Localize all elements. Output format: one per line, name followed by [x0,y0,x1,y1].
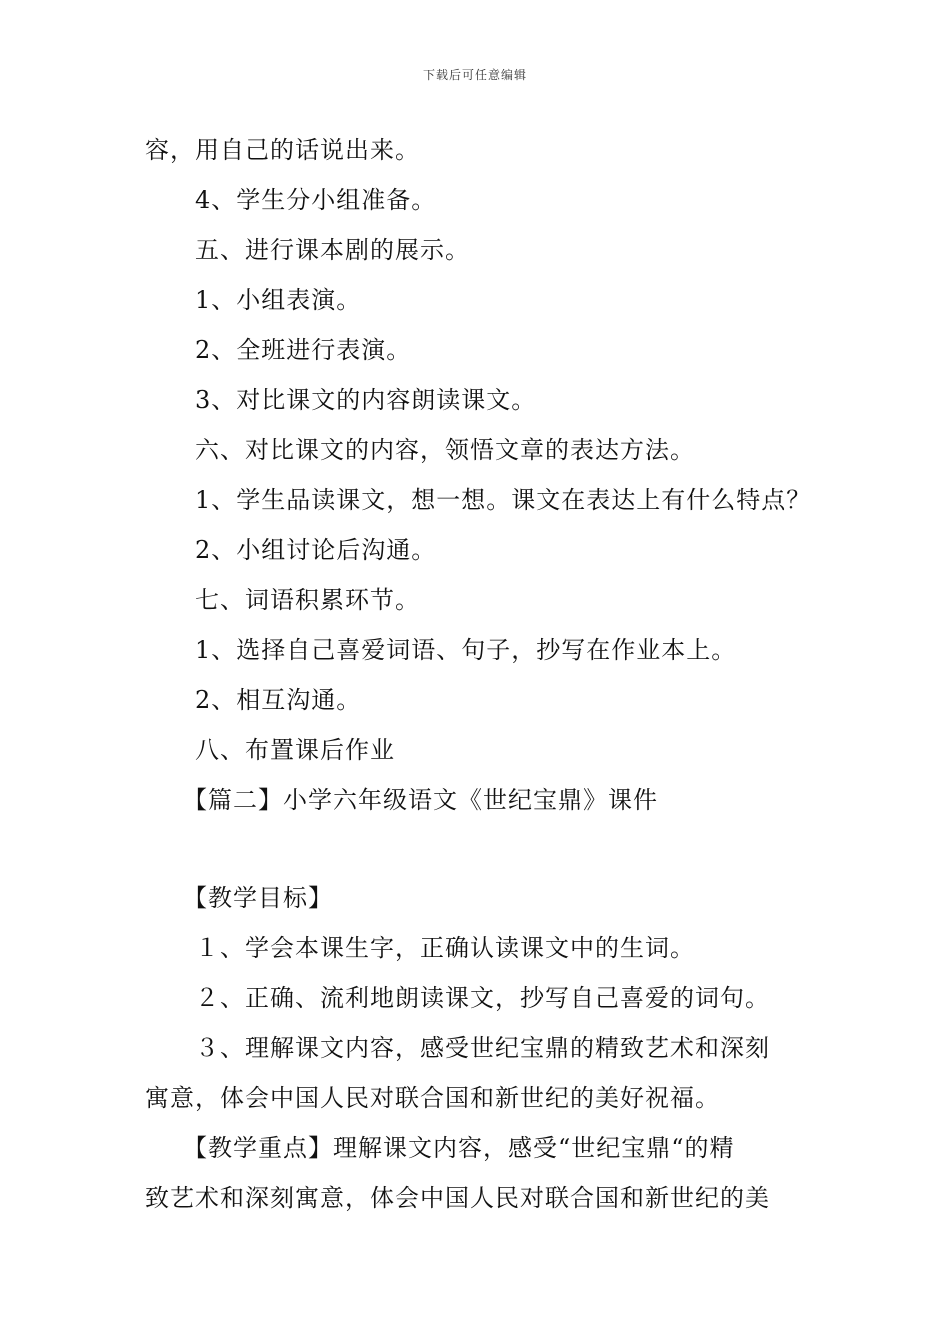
text-line: 2、小组讨论后沟通。 [195,536,437,564]
text-line: 寓意，体会中国人民对联合国和新世纪的美好祝福。 [145,1084,720,1112]
section-heading: 【教学目标】 [183,884,333,912]
text-line: 2、相互沟通。 [195,686,362,714]
text-line: 致艺术和深刻寓意，体会中国人民对联合国和新世纪的美 [145,1184,770,1212]
text-line: 【教学重点】理解课文内容，感受“世纪宝鼎“的精 [183,1134,735,1162]
page-header: 下载后可任意编辑 [422,68,527,82]
text-line: 七、词语积累环节。 [195,586,420,614]
text-line: １、学会本课生字，正确认读课文中的生词。 [195,934,695,962]
text-line: ２、正确、流利地朗读课文，抄写自己喜爱的词句。 [195,984,770,1012]
text-line: 1、选择自己喜爱词语、句子，抄写在作业本上。 [195,636,737,664]
text-line: 六、对比课文的内容，领悟文章的表达方法。 [195,436,695,464]
section-heading: 【篇二】小学六年级语文《世纪宝鼎》课件 [183,786,658,814]
text-line: 1、小组表演。 [195,286,362,314]
text-line: 2、全班进行表演。 [195,336,412,364]
text-line: 容，用自己的话说出来。 [145,136,420,164]
text-line: 3、对比课文的内容朗读课文。 [195,386,537,414]
text-line: 4、学生分小组准备。 [195,186,437,214]
text-line: 五、进行课本剧的展示。 [195,236,470,264]
text-line: 八、布置课后作业 [195,736,395,764]
text-line: 1、学生品读课文，想一想。课文在表达上有什么特点？ [195,486,812,514]
text-line: ３、理解课文内容，感受世纪宝鼎的精致艺术和深刻 [195,1034,770,1062]
